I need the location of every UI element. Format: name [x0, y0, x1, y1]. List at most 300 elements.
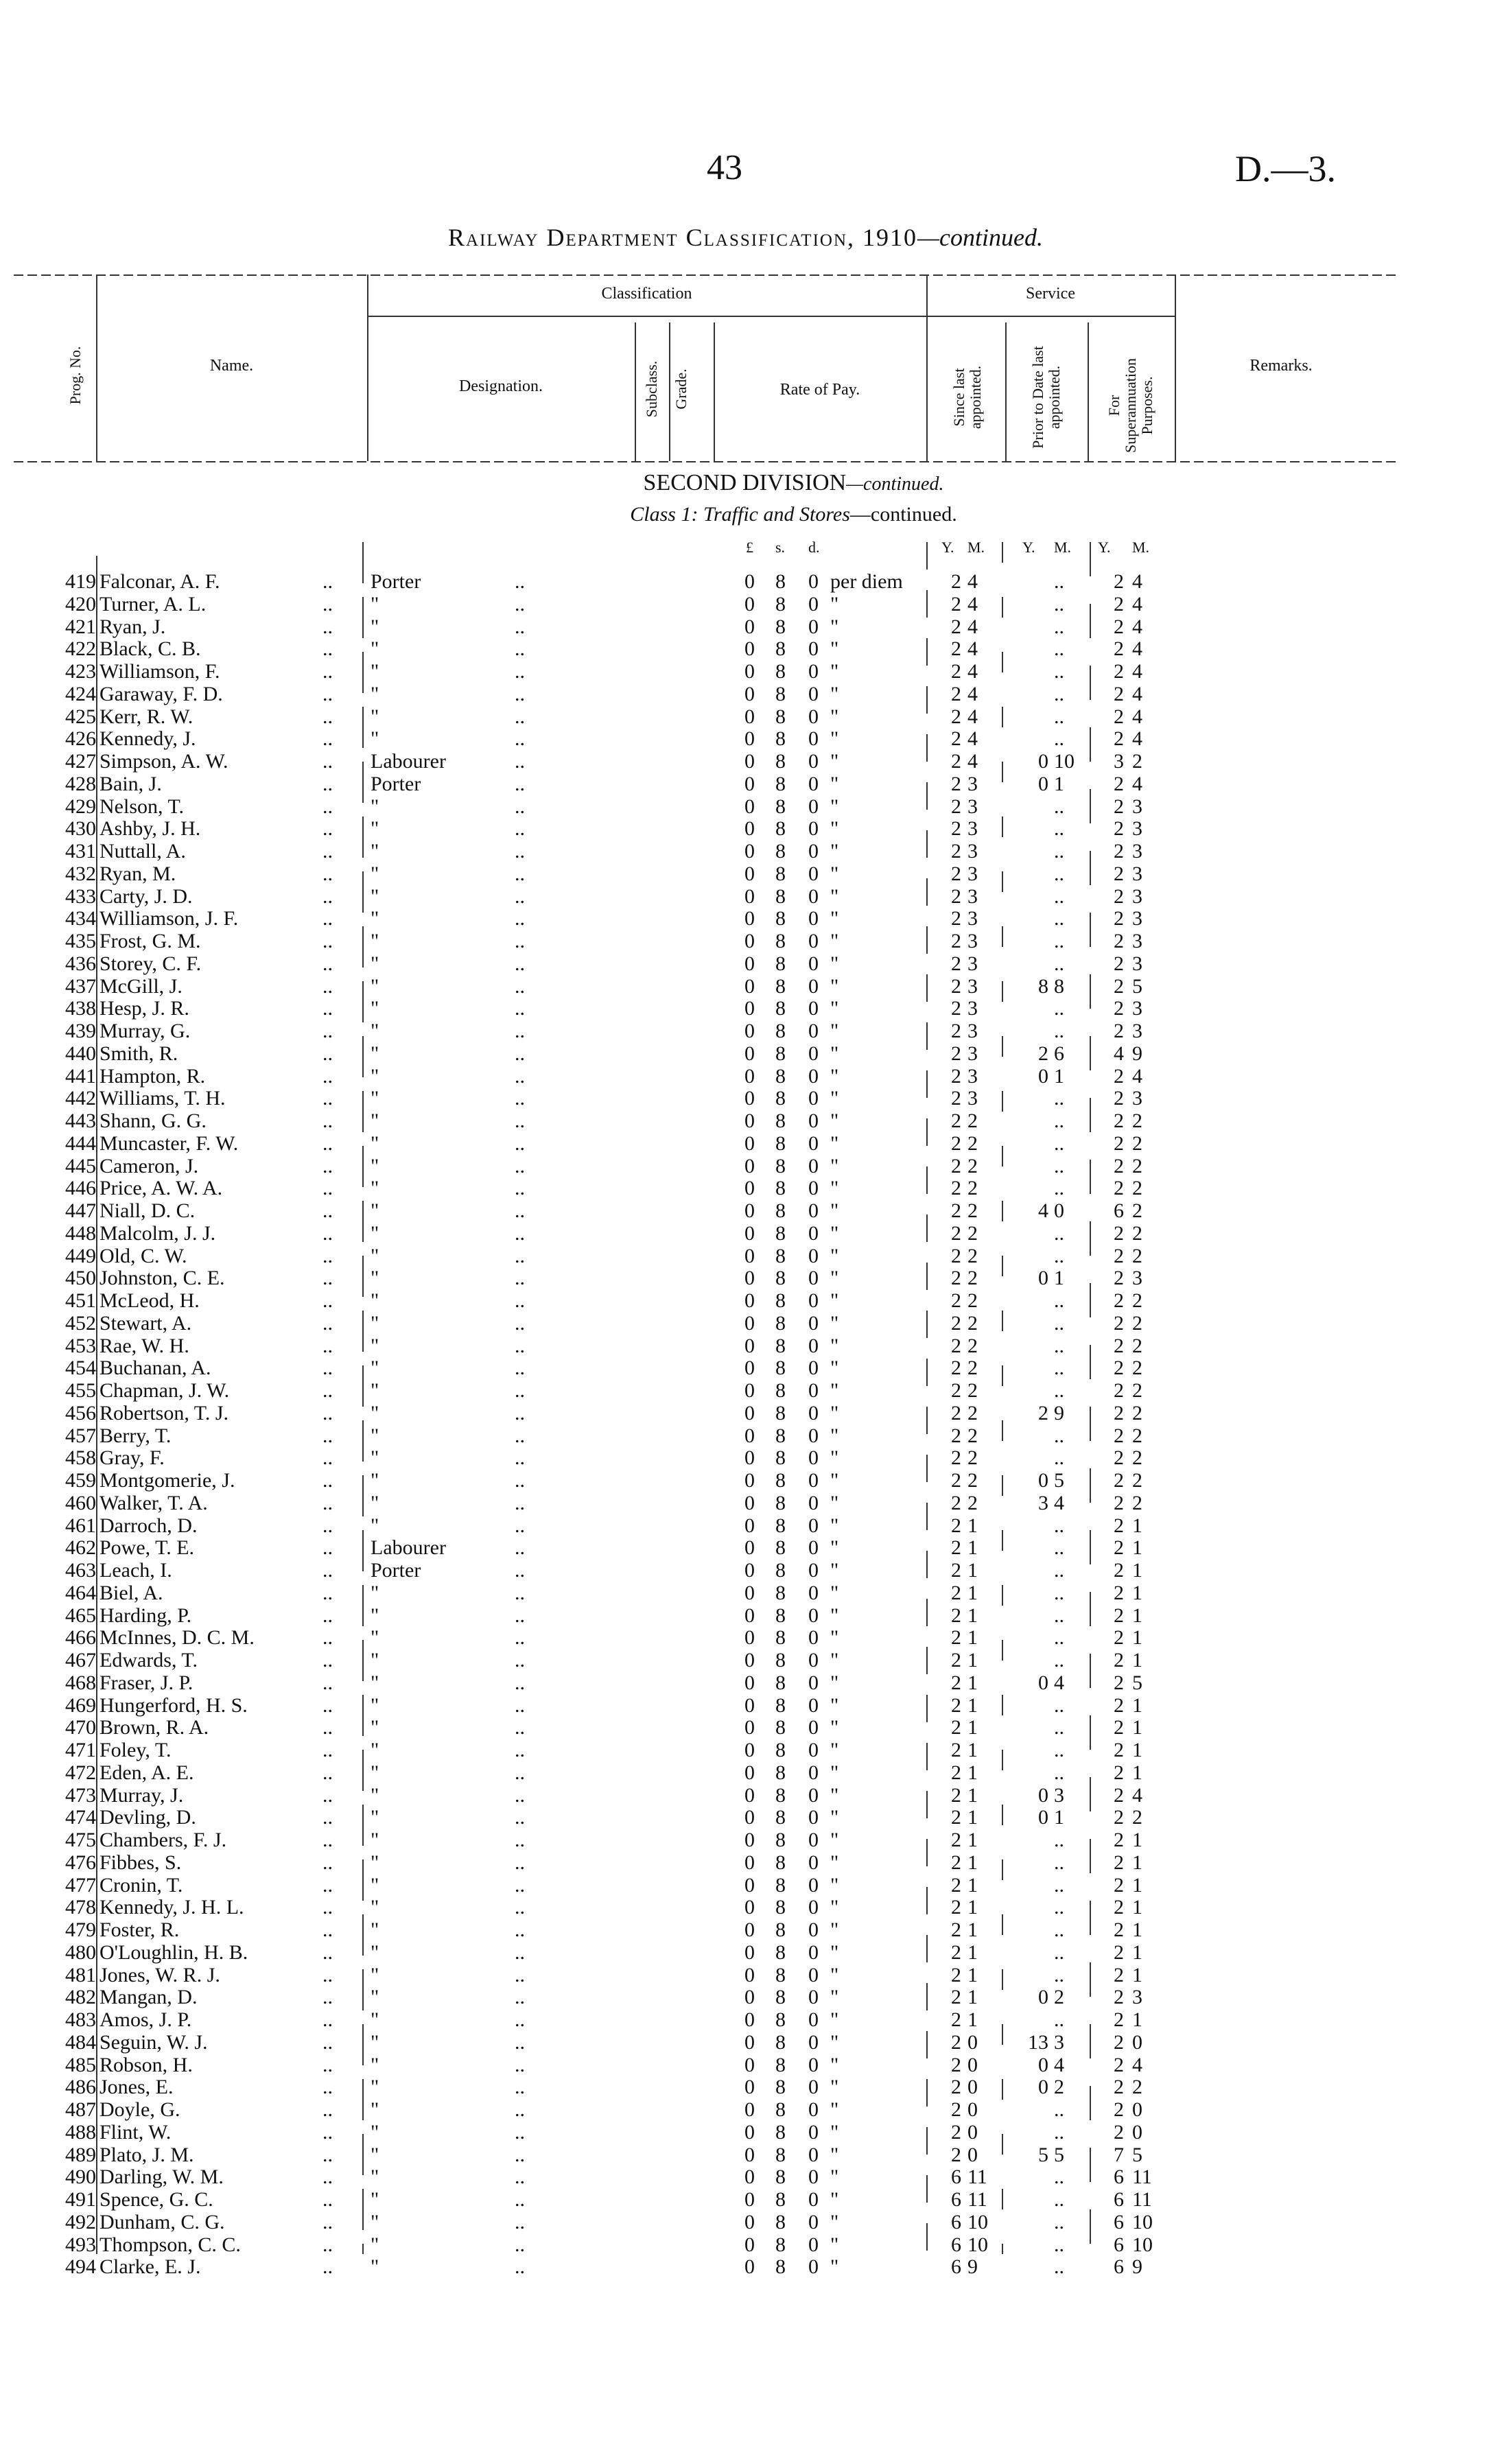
pay-pence: 0: [808, 1896, 819, 1919]
pay-pence: 0: [808, 1514, 819, 1537]
since-last-months: 4: [967, 727, 978, 751]
super-years: 2: [1114, 2030, 1124, 2054]
since-last-months: 0: [967, 2120, 978, 2144]
pay-pounds: 0: [744, 1626, 755, 1650]
since-last-months: 1: [967, 1693, 978, 1717]
since-last-months: 3: [967, 974, 978, 998]
rate-unit: ": [830, 1131, 839, 1155]
table-row: [0, 1357, 1491, 1380]
prog-number: 426: [65, 727, 96, 751]
pay-pence: 0: [808, 817, 819, 841]
rate-unit: ": [830, 1806, 839, 1829]
employee-name: Bain, J.: [99, 772, 162, 795]
table-row: [0, 908, 1491, 930]
since-last-years: 2: [951, 1020, 961, 1042]
rate-unit: ": [830, 1761, 839, 1784]
since-last-months: 2: [967, 1221, 978, 1245]
leader-dots: ..: [322, 2008, 333, 2031]
designation: ": [371, 1963, 379, 1986]
leader-dots: ..: [322, 1783, 333, 1807]
employee-name: Walker, T. A.: [99, 1491, 208, 1514]
super-months: 2: [1132, 1491, 1142, 1514]
pay-shillings: 8: [775, 1514, 786, 1537]
prog-number: 423: [65, 660, 96, 683]
super-months: 4: [1132, 772, 1142, 795]
rate-unit: ": [830, 1649, 839, 1671]
pay-pence: 0: [808, 750, 819, 773]
pay-pounds: 0: [744, 997, 755, 1020]
employee-name: Robson, H.: [99, 2053, 193, 2076]
super-years: 2: [1114, 2076, 1124, 2099]
leader-dots: ..: [515, 907, 525, 930]
super-years: 2: [1114, 1244, 1124, 1267]
pay-pence: 0: [808, 2030, 819, 2054]
prog-number: 468: [65, 1671, 96, 1694]
rate-unit: ": [830, 1559, 839, 1582]
super-years: 2: [1114, 1020, 1124, 1042]
table-row: [0, 706, 1491, 729]
since-last-months: 1: [967, 1514, 978, 1537]
pay-shillings: 8: [775, 1424, 786, 1447]
leader-dots: ..: [322, 1873, 333, 1897]
prior-months: 1: [1054, 1267, 1064, 1290]
leader-dots: ..: [515, 884, 525, 908]
employee-name: Nuttall, A.: [99, 840, 186, 863]
table-row: [0, 1155, 1491, 1178]
prog-number: 492: [65, 2210, 96, 2233]
since-last-months: 2: [967, 1446, 978, 1470]
pay-shillings: 8: [775, 2210, 786, 2233]
table-row: [0, 728, 1491, 751]
pay-pence: 0: [808, 1919, 819, 1941]
table-row: [0, 2144, 1491, 2167]
super-months: 4: [1132, 615, 1142, 638]
employee-name: Williams, T. H.: [99, 1087, 226, 1110]
pay-shillings: 8: [775, 1177, 786, 1200]
table-row: [0, 1200, 1491, 1223]
since-last-months: 2: [967, 1311, 978, 1335]
pay-pence: 0: [808, 862, 819, 885]
leader-dots: ..: [515, 1693, 525, 1717]
header-top-rule: [14, 274, 1400, 276]
prog-number: 484: [65, 2030, 96, 2054]
prog-number: 438: [65, 997, 96, 1020]
designation: ": [371, 997, 379, 1020]
employee-name: Hungerford, H. S.: [99, 1693, 248, 1717]
table-row: [0, 1403, 1491, 1425]
super-months: 1: [1132, 1873, 1142, 1897]
table-row: [0, 571, 1491, 594]
leader-dots: ..: [515, 1267, 525, 1290]
since-last-years: 2: [951, 1087, 961, 1110]
pay-pounds: 0: [744, 1986, 755, 2009]
leader-dots: ..: [322, 2188, 333, 2211]
rate-unit: ": [830, 1154, 839, 1177]
super-years: 2: [1114, 637, 1124, 661]
prior-months: 4: [1054, 1491, 1064, 1514]
since-last-years: 2: [951, 1446, 961, 1470]
super-months: 3: [1132, 1267, 1142, 1290]
since-last-months: 2: [967, 1401, 978, 1424]
pay-pounds: 0: [744, 1199, 755, 1222]
pay-pence: 0: [808, 1671, 819, 1694]
table-row: [0, 2211, 1491, 2234]
prog-number: 450: [65, 1267, 96, 1290]
super-years: 2: [1114, 1761, 1124, 1784]
prior-months: ..: [1054, 615, 1064, 638]
pay-shillings: 8: [775, 637, 786, 661]
table-row: [0, 1043, 1491, 1066]
pay-shillings: 8: [775, 1604, 786, 1627]
super-months: 2: [1132, 1221, 1142, 1245]
pay-pence: 0: [808, 660, 819, 683]
pay-shillings: 8: [775, 1851, 786, 1874]
pay-pounds: 0: [744, 862, 755, 885]
leader-dots: ..: [515, 2233, 525, 2256]
employee-name: Cronin, T.: [99, 1873, 183, 1897]
pay-shillings: 8: [775, 1379, 786, 1402]
pay-shillings: 8: [775, 1221, 786, 1245]
pay-shillings: 8: [775, 1042, 786, 1065]
employee-name: Ryan, M.: [99, 862, 176, 885]
table-row: [0, 1919, 1491, 1942]
prog-number: 455: [65, 1379, 96, 1402]
rate-unit: ": [830, 1604, 839, 1627]
prog-number: 425: [65, 705, 96, 728]
since-last-years: 2: [951, 1851, 961, 1874]
prior-months: 6: [1054, 1042, 1064, 1065]
super-years: 2: [1114, 1064, 1124, 1088]
since-last-months: 9: [967, 2255, 978, 2279]
pay-pounds: 0: [744, 750, 755, 773]
since-last-months: 2: [967, 1334, 978, 1357]
pay-pence: 0: [808, 1110, 819, 1132]
pay-pounds: 0: [744, 1671, 755, 1694]
super-years: 2: [1114, 1491, 1124, 1514]
prior-months: ..: [1054, 930, 1064, 952]
leader-dots: ..: [515, 637, 525, 661]
designation: ": [371, 952, 379, 975]
rate-unit: ": [830, 907, 839, 930]
since-last-months: 0: [967, 2053, 978, 2076]
pay-shillings: 8: [775, 817, 786, 841]
prior-years: 13: [1028, 2030, 1048, 2054]
prior-months: ..: [1054, 727, 1064, 751]
pay-shillings: 8: [775, 1020, 786, 1042]
pay-shillings: 8: [775, 930, 786, 952]
since-last-years: 2: [951, 2030, 961, 2054]
leader-dots: ..: [515, 1087, 525, 1110]
table-row: [0, 2054, 1491, 2077]
leader-dots: ..: [322, 1469, 333, 1492]
employee-name: Murray, J.: [99, 1783, 184, 1807]
super-months: 1: [1132, 1716, 1142, 1739]
document-reference: D.—3.: [1235, 148, 1336, 189]
table-row: [0, 1177, 1491, 1200]
prog-number: 488: [65, 2120, 96, 2144]
super-years: 2: [1114, 1087, 1124, 1110]
prior-months: ..: [1054, 1177, 1064, 1200]
leader-dots: ..: [322, 1693, 333, 1717]
leader-dots: ..: [322, 1199, 333, 1222]
designation: ": [371, 1671, 379, 1694]
employee-name: Leach, I.: [99, 1559, 172, 1582]
prior-months: ..: [1054, 1919, 1064, 1941]
super-years: 2: [1114, 592, 1124, 615]
table-row: [0, 2099, 1491, 2122]
rate-unit: ": [830, 1626, 839, 1650]
super-years: 2: [1114, 1131, 1124, 1155]
pay-pounds: 0: [744, 1221, 755, 1245]
pay-pounds: 0: [744, 1829, 755, 1851]
designation: ": [371, 1401, 379, 1424]
since-last-months: 3: [967, 840, 978, 863]
table-row: [0, 1335, 1491, 1358]
since-last-months: 2: [967, 1289, 978, 1312]
designation: ": [371, 1649, 379, 1671]
pay-pounds: 0: [744, 1154, 755, 1177]
pay-pence: 0: [808, 952, 819, 975]
leader-dots: ..: [515, 1379, 525, 1402]
since-last-years: 2: [951, 1267, 961, 1290]
pay-shillings: 8: [775, 1446, 786, 1470]
leader-dots: ..: [322, 1244, 333, 1267]
table-row: [0, 1807, 1491, 1829]
since-last-years: 2: [951, 1986, 961, 2009]
prior-months: ..: [1054, 862, 1064, 885]
designation: Labourer: [371, 1536, 446, 1560]
rate-unit: ": [830, 2053, 839, 2076]
pay-pence: 0: [808, 615, 819, 638]
employee-name: Foley, T.: [99, 1739, 172, 1761]
leader-dots: ..: [322, 1491, 333, 1514]
designation: ": [371, 1221, 379, 1245]
super-years: 2: [1114, 1671, 1124, 1694]
since-last-years: 2: [951, 1401, 961, 1424]
rate-unit: ": [830, 2233, 839, 2256]
pay-pounds: 0: [744, 615, 755, 638]
column-header-classification: Classification: [601, 285, 692, 303]
table-row: [0, 1852, 1491, 1875]
prog-number: 466: [65, 1626, 96, 1650]
leader-dots: ..: [515, 1626, 525, 1650]
designation: ": [371, 1716, 379, 1739]
designation: ": [371, 615, 379, 638]
designation: ": [371, 2233, 379, 2256]
rate-unit: ": [830, 952, 839, 975]
super-months: 1: [1132, 1604, 1142, 1627]
prog-number: 470: [65, 1716, 96, 1739]
designation: ": [371, 2053, 379, 2076]
pay-pounds: 0: [744, 2166, 755, 2189]
leader-dots: ..: [322, 2076, 333, 2099]
pay-pence: 0: [808, 1244, 819, 1267]
prior-months: ..: [1054, 1131, 1064, 1155]
pay-pounds: 0: [744, 1851, 755, 1874]
since-last-months: 2: [967, 1267, 978, 1290]
prog-number: 430: [65, 817, 96, 841]
prior-months: ..: [1054, 1446, 1064, 1470]
employee-name: Williamson, J. F.: [99, 907, 239, 930]
pay-pence: 0: [808, 1536, 819, 1560]
since-last-months: 3: [967, 930, 978, 952]
super-years: 2: [1114, 2098, 1124, 2121]
prog-number: 419: [65, 570, 96, 593]
table-row: [0, 1897, 1491, 1919]
prog-number: 429: [65, 795, 96, 818]
since-last-months: 1: [967, 1806, 978, 1829]
pay-pounds: 0: [744, 1963, 755, 1986]
leader-dots: ..: [515, 1514, 525, 1537]
designation: ": [371, 1896, 379, 1919]
leader-dots: ..: [515, 817, 525, 841]
super-months: 2: [1132, 1379, 1142, 1402]
leader-dots: ..: [322, 1940, 333, 1964]
pay-pounds: 0: [744, 1919, 755, 1941]
employee-name: McGill, J.: [99, 974, 183, 998]
employee-name: Turner, A. L.: [99, 592, 207, 615]
rate-unit: ": [830, 840, 839, 863]
table-row: [0, 1672, 1491, 1695]
super-months: 4: [1132, 1783, 1142, 1807]
since-last-years: 2: [951, 1581, 961, 1604]
employee-name: Amos, J. P.: [99, 2008, 192, 2031]
prior-years: 0: [1038, 1986, 1048, 2009]
employee-name: Clarke, E. J.: [99, 2255, 201, 2279]
rate-unit: ": [830, 1896, 839, 1919]
prior-months: ..: [1054, 795, 1064, 818]
since-last-months: 3: [967, 1064, 978, 1088]
employee-name: Devling, D.: [99, 1806, 196, 1829]
pay-pence: 0: [808, 840, 819, 863]
rate-unit: ": [830, 1716, 839, 1739]
designation: ": [371, 1244, 379, 1267]
pay-pounds: 0: [744, 1536, 755, 1560]
pay-pence: 0: [808, 1199, 819, 1222]
super-years: 2: [1114, 1716, 1124, 1739]
prog-number: 475: [65, 1829, 96, 1851]
prog-number: 435: [65, 930, 96, 952]
since-last-months: 4: [967, 750, 978, 773]
prior-months: ..: [1054, 592, 1064, 615]
since-last-months: 11: [967, 2188, 987, 2211]
pay-pounds: 0: [744, 795, 755, 818]
pay-shillings: 8: [775, 1311, 786, 1335]
designation: ": [371, 1491, 379, 1514]
since-last-years: 2: [951, 1649, 961, 1671]
table-row: [0, 1290, 1491, 1313]
leader-dots: ..: [322, 997, 333, 1020]
super-years: 6: [1114, 2166, 1124, 2189]
pay-pence: 0: [808, 2053, 819, 2076]
table-row: [0, 1964, 1491, 1987]
super-months: 2: [1132, 1357, 1142, 1380]
since-last-months: 0: [967, 2076, 978, 2099]
since-last-months: 0: [967, 2143, 978, 2166]
leader-dots: ..: [515, 1311, 525, 1335]
super-years: 2: [1114, 1334, 1124, 1357]
prior-months: ..: [1054, 1851, 1064, 1874]
prior-months: ..: [1054, 1626, 1064, 1650]
leader-dots: ..: [322, 1221, 333, 1245]
since-last-years: 2: [951, 997, 961, 1020]
super-years: 2: [1114, 570, 1124, 593]
prior-years: 3: [1038, 1491, 1048, 1514]
table-row: [0, 1627, 1491, 1650]
pay-shillings: 8: [775, 705, 786, 728]
rate-unit: ": [830, 1739, 839, 1761]
rate-unit: ": [830, 1919, 839, 1941]
table-row: [0, 773, 1491, 796]
since-last-years: 2: [951, 930, 961, 952]
designation: ": [371, 1131, 379, 1155]
prior-years: 5: [1038, 2143, 1048, 2166]
table-row: [0, 1785, 1491, 1807]
prog-number: 440: [65, 1042, 96, 1065]
pay-shillings: 8: [775, 2120, 786, 2144]
leader-dots: ..: [515, 1064, 525, 1088]
pay-shillings: 8: [775, 1491, 786, 1514]
super-years: 2: [1114, 1783, 1124, 1807]
leader-dots: ..: [322, 1604, 333, 1627]
designation: ": [371, 1087, 379, 1110]
prior-months: ..: [1054, 1289, 1064, 1312]
pay-shillings: 8: [775, 1873, 786, 1897]
prog-number: 456: [65, 1401, 96, 1424]
prog-number: 447: [65, 1199, 96, 1222]
super-months: 1: [1132, 1896, 1142, 1919]
leader-dots: ..: [515, 1334, 525, 1357]
table-row: [0, 1515, 1491, 1538]
pay-shillings: 8: [775, 1581, 786, 1604]
employee-name: Hampton, R.: [99, 1064, 206, 1088]
employee-name: Ryan, J.: [99, 615, 166, 638]
prog-number: 462: [65, 1536, 96, 1560]
prior-months: ..: [1054, 1154, 1064, 1177]
prior-months: ..: [1054, 1873, 1064, 1897]
designation: ": [371, 1739, 379, 1761]
pay-pence: 0: [808, 1761, 819, 1784]
leader-dots: ..: [322, 1559, 333, 1582]
column-header-superannuation: For Superannuation Purposes.: [1105, 357, 1155, 454]
since-last-months: 2: [967, 1491, 978, 1514]
column-header-designation: Designation.: [459, 377, 543, 395]
since-last-months: 1: [967, 1851, 978, 1874]
pay-pounds: 0: [744, 952, 755, 975]
prior-years: 0: [1038, 2076, 1048, 2099]
leader-dots: ..: [515, 1110, 525, 1132]
since-last-years: 2: [951, 1042, 961, 1065]
leader-dots: ..: [515, 2255, 525, 2279]
rate-unit: ": [830, 1177, 839, 1200]
prog-number: 464: [65, 1581, 96, 1604]
employee-name: Ashby, J. H.: [99, 817, 201, 841]
since-last-months: 2: [967, 1110, 978, 1132]
leader-dots: ..: [515, 1289, 525, 1312]
since-last-years: 2: [951, 1469, 961, 1492]
leader-dots: ..: [515, 1469, 525, 1492]
column-header-subclass: Subclass.: [643, 360, 660, 418]
pay-shillings: 8: [775, 1716, 786, 1739]
super-years: 2: [1114, 817, 1124, 841]
since-last-years: 2: [951, 2098, 961, 2121]
pay-shillings: 8: [775, 795, 786, 818]
super-months: 5: [1132, 2143, 1142, 2166]
prior-months: ..: [1054, 1221, 1064, 1245]
super-years: 2: [1114, 997, 1124, 1020]
prog-number: 493: [65, 2233, 96, 2256]
pay-pence: 0: [808, 592, 819, 615]
